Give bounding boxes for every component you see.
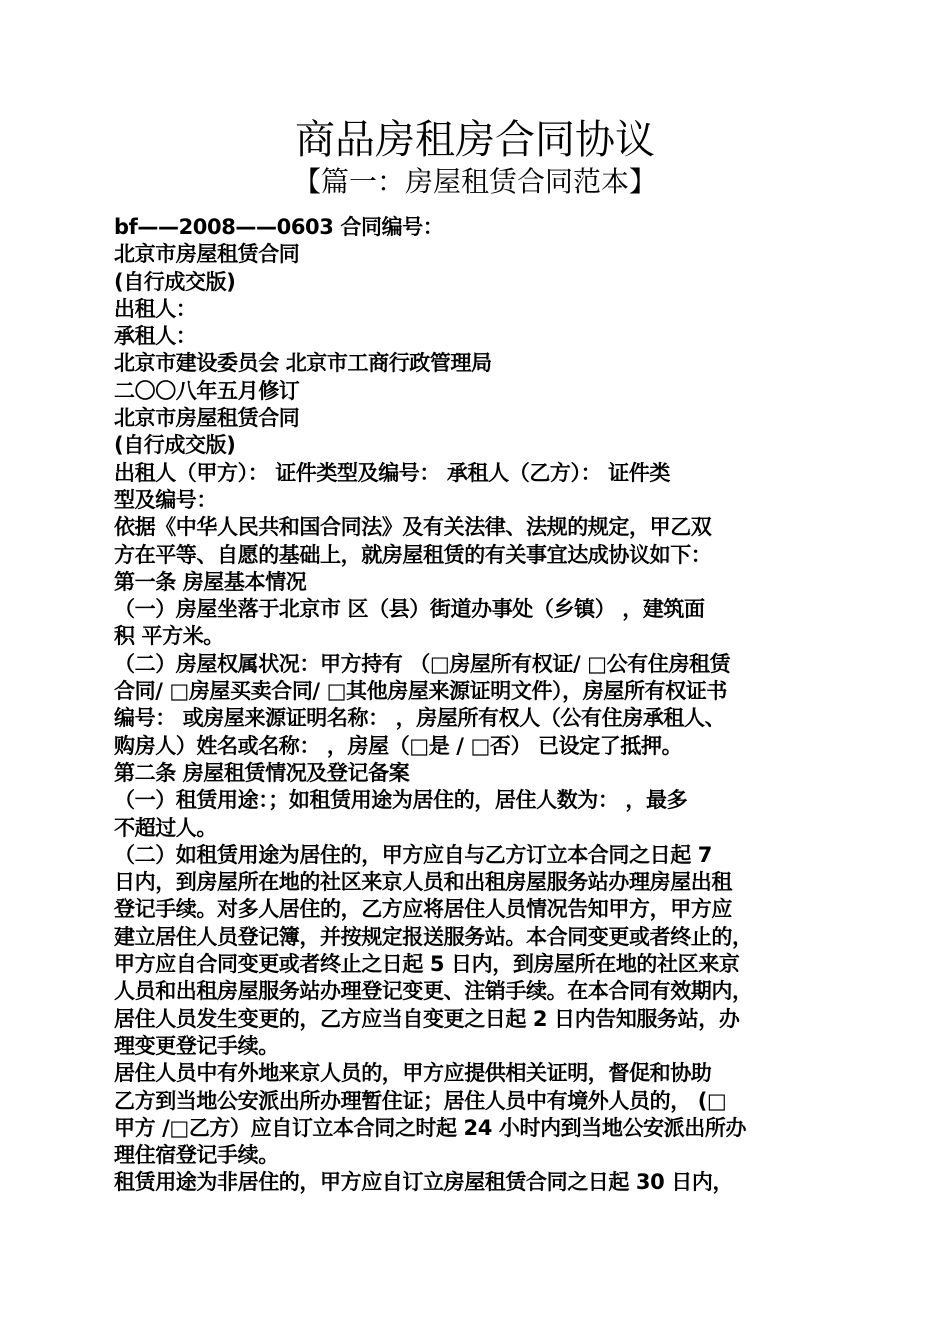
text-line: 方在平等、自愿的基础上，就房屋租赁的有关事宜达成协议如下： bbox=[114, 542, 712, 567]
text-line: 居住人员发生变更的，乙方应当自变更之日起 2 日内告知服务站，办 bbox=[114, 1006, 740, 1031]
document-subtitle: 【篇一：房屋租赁合同范本】 bbox=[292, 165, 657, 198]
text-line: 人员和出租房屋服务站办理登记变更、注销手续。在本合同有效期内， bbox=[114, 979, 753, 1004]
text-line: 北京市房屋租赁合同 bbox=[114, 242, 300, 267]
text-line: (自行成交版) bbox=[114, 269, 236, 294]
text-line: 理变更登记手续。 bbox=[114, 1033, 279, 1058]
text-line: 居住人员中有外地来京人员的，甲方应提供相关证明，督促和协助 bbox=[114, 1061, 712, 1086]
text-line: 北京市建设委员会 北京市工商行政管理局 bbox=[114, 351, 492, 376]
text-line: 积 平方米。 bbox=[114, 624, 224, 649]
text-line: （二）如租赁用途为居住的，甲方应自与乙方订立本合同之日起 7 bbox=[114, 842, 712, 867]
text-line: bf——2008——0603 合同编号： bbox=[114, 215, 444, 239]
text-line: 第二条 房屋租赁情况及登记备案 bbox=[114, 760, 410, 785]
document-title: 商品房租房合同协议 bbox=[295, 117, 655, 163]
text-line: （一）房屋坐落于北京市 区（县）街道办事处（乡镇） ，建筑面 bbox=[114, 597, 705, 622]
text-line: 乙方到当地公安派出所办理暂住证；居住人员中有境外人员的， (□ bbox=[114, 1088, 727, 1113]
text-line: 北京市房屋租赁合同 bbox=[114, 406, 300, 431]
text-line: 不超过人。 bbox=[114, 815, 217, 840]
text-line: 购房人）姓名或名称： ，房屋（□是 / □否） 已设定了抵押。 bbox=[114, 733, 683, 758]
text-line: 合同/ □房屋买卖合同/ □其他房屋来源证明文件），房屋所有权证书 bbox=[114, 679, 727, 704]
text-line: 甲方 /□乙方）应自订立本合同之时起 24 小时内到当地公安派出所办 bbox=[114, 1115, 747, 1140]
text-line: 第一条 房屋基本情况 bbox=[114, 569, 307, 594]
text-line: 建立居住人员登记簿，并按规定报送服务站。本合同变更或者终止的， bbox=[114, 924, 753, 949]
text-line: (自行成交版) bbox=[114, 433, 236, 458]
text-line: 二〇〇八年五月修订 bbox=[114, 378, 300, 403]
document-body bbox=[114, 214, 844, 1197]
text-line: 型及编号： bbox=[114, 487, 217, 512]
text-line: 出租人（甲方）： 证件类型及编号： 承租人（乙方）： 证件类 bbox=[114, 460, 670, 485]
text-line: 日内，到房屋所在地的社区来京人员和出租房屋服务站办理房屋出租 bbox=[114, 870, 732, 895]
text-line: 承租人： bbox=[114, 324, 197, 349]
text-line: 出租人： bbox=[114, 296, 197, 321]
text-line: 理住宿登记手续。 bbox=[114, 1143, 279, 1168]
text-line: 登记手续。对多人居住的，乙方应将居住人员情况告知甲方，甲方应 bbox=[114, 897, 732, 922]
text-line: （一）租赁用途：；如租赁用途为居住的，居住人数为： ，最多 bbox=[114, 788, 688, 813]
text-line: 甲方应自合同变更或者终止之日起 5 日内，到房屋所在地的社区来京 bbox=[114, 952, 740, 977]
text-line: 依据《中华人民共和国合同法》及有关法律、法规的规定，甲乙双 bbox=[114, 515, 712, 540]
text-line: （二）房屋权属状况：甲方持有 （□房屋所有权证/ □公有住房租赁 bbox=[114, 651, 731, 676]
text-line: 租赁用途为非居住的，甲方应自订立房屋租赁合同之日起 30 日内， bbox=[114, 1170, 734, 1195]
text-line: 编号： 或房屋来源证明名称： ，房屋所有权人（公有住房承租人、 bbox=[114, 706, 726, 731]
